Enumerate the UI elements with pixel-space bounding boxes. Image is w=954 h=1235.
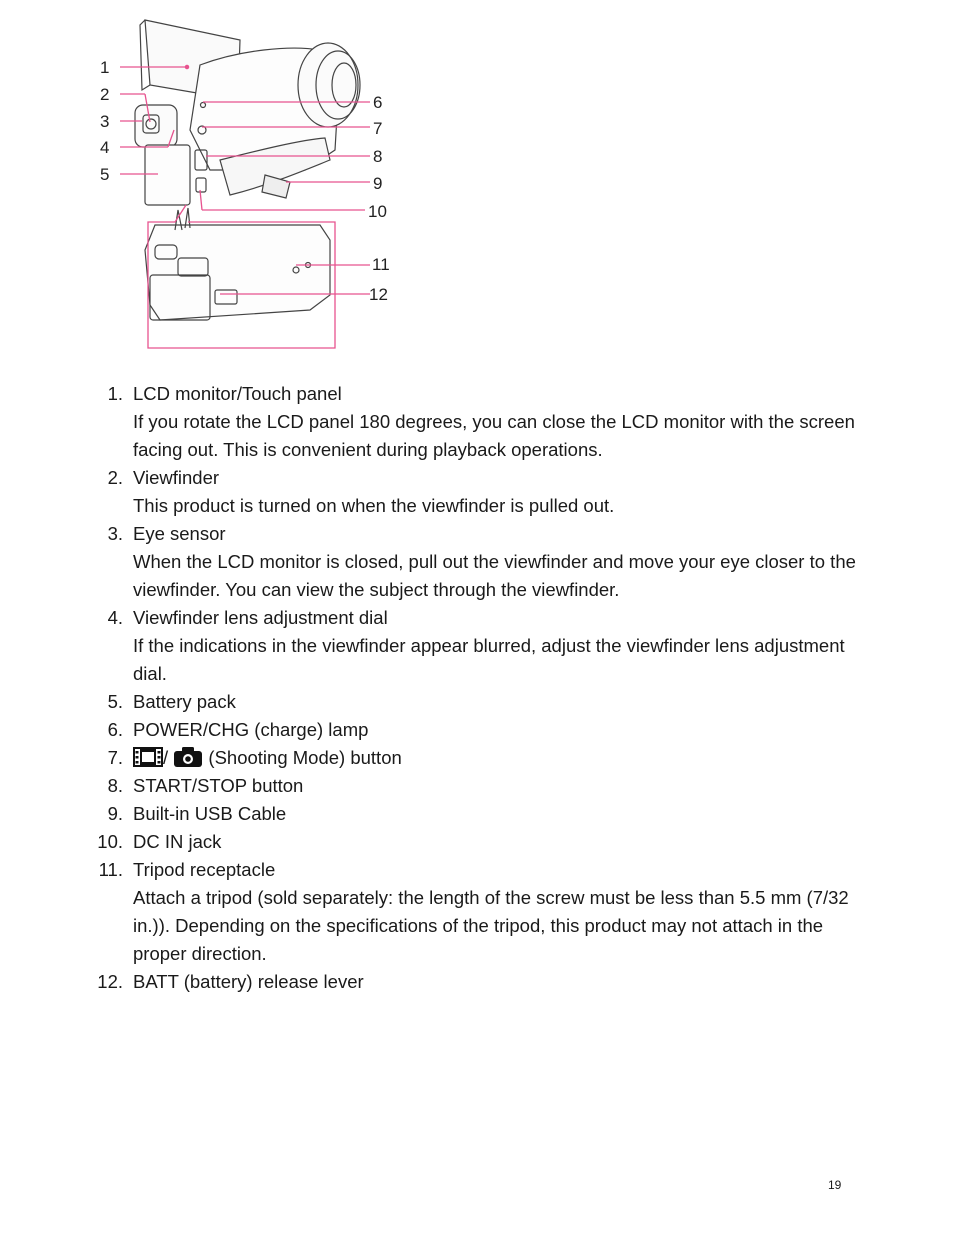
list-item: [0, 828, 873, 856]
list-item: [0, 744, 873, 772]
item-description: Attach a tripod (sold separately: the length of the screw must be less than 5.5 mm (7/32 in.)). Depending on the specifications of the tripod, this product may not attach in the proper direction.: [133, 887, 849, 964]
callout-6: 6: [373, 93, 383, 112]
parts-list: [0, 380, 954, 996]
callout-10: 10: [368, 202, 387, 221]
camera-icon: [173, 746, 203, 768]
item-title: DC IN jack: [133, 831, 222, 852]
list-item: [0, 604, 873, 688]
callout-7: 7: [373, 119, 383, 138]
item-number: 1.: [107, 383, 123, 404]
page-number: 19: [828, 1178, 842, 1192]
item-number: 11.: [98, 859, 123, 880]
camcorder-drawing: [135, 20, 360, 320]
list-item: [0, 716, 873, 744]
item-title: Viewfinder lens adjustment dial: [133, 607, 388, 628]
callout-5: 5: [100, 165, 110, 184]
callout-2: 2: [100, 85, 110, 104]
item-description: If the indications in the viewfinder appear blurred, adjust the viewfinder lens adjustment dial.: [133, 635, 845, 684]
item-title-with-icons: [133, 744, 873, 772]
item-title: POWER/CHG (charge) lamp: [133, 719, 369, 740]
item-number: 10.: [97, 831, 123, 852]
item-description: This product is turned on when the viewfinder is pulled out.: [133, 495, 615, 516]
camcorder-illustration: [90, 10, 400, 355]
item-description: If you rotate the LCD panel 180 degrees, you can close the LCD monitor with the screen facing out. This is convenient during playback operations.: [133, 411, 855, 460]
item-number: 2.: [107, 467, 123, 488]
item-title: Tripod receptacle: [133, 859, 276, 880]
callout-12: 12: [369, 285, 388, 304]
list-item: [0, 688, 873, 716]
item-number: 8.: [107, 775, 123, 796]
item-description: When the LCD monitor is closed, pull out the viewfinder and move your eye closer to the viewfinder. You can view the subject through the viewfinder.: [133, 551, 856, 600]
item-number: 9.: [107, 803, 123, 824]
list-item: [0, 772, 873, 800]
movie-icon: [133, 746, 163, 768]
item-title: LCD monitor/Touch panel: [133, 383, 342, 404]
item-title: Viewfinder: [133, 467, 220, 488]
list-item: [0, 380, 873, 464]
item-number: 4.: [107, 607, 123, 628]
item-number: 5.: [107, 691, 123, 712]
callout-11: 11: [372, 255, 390, 274]
item-number: 6.: [107, 719, 123, 740]
callout-8: 8: [373, 147, 383, 166]
list-item: [0, 968, 873, 996]
list-item: [0, 800, 873, 828]
item-number: 12.: [97, 971, 123, 992]
item-number: 3.: [107, 523, 123, 544]
list-item: [0, 520, 873, 604]
item-title: Battery pack: [133, 691, 236, 712]
item-title: BATT (battery) release lever: [133, 971, 364, 992]
item-title: (Shooting Mode) button: [208, 747, 402, 768]
camcorder-figure: [90, 10, 400, 355]
callout-3: 3: [100, 112, 110, 131]
callout-9: 9: [373, 174, 383, 193]
list-item: [0, 856, 873, 968]
callout-1: 1: [100, 58, 110, 77]
item-title: Built-in USB Cable: [133, 803, 287, 824]
item-title: Eye sensor: [133, 523, 226, 544]
list-item: [0, 464, 873, 520]
icon-separator: /: [163, 747, 169, 768]
item-number: 7.: [107, 747, 123, 768]
item-title: START/STOP button: [133, 775, 304, 796]
callout-4: 4: [100, 138, 110, 157]
